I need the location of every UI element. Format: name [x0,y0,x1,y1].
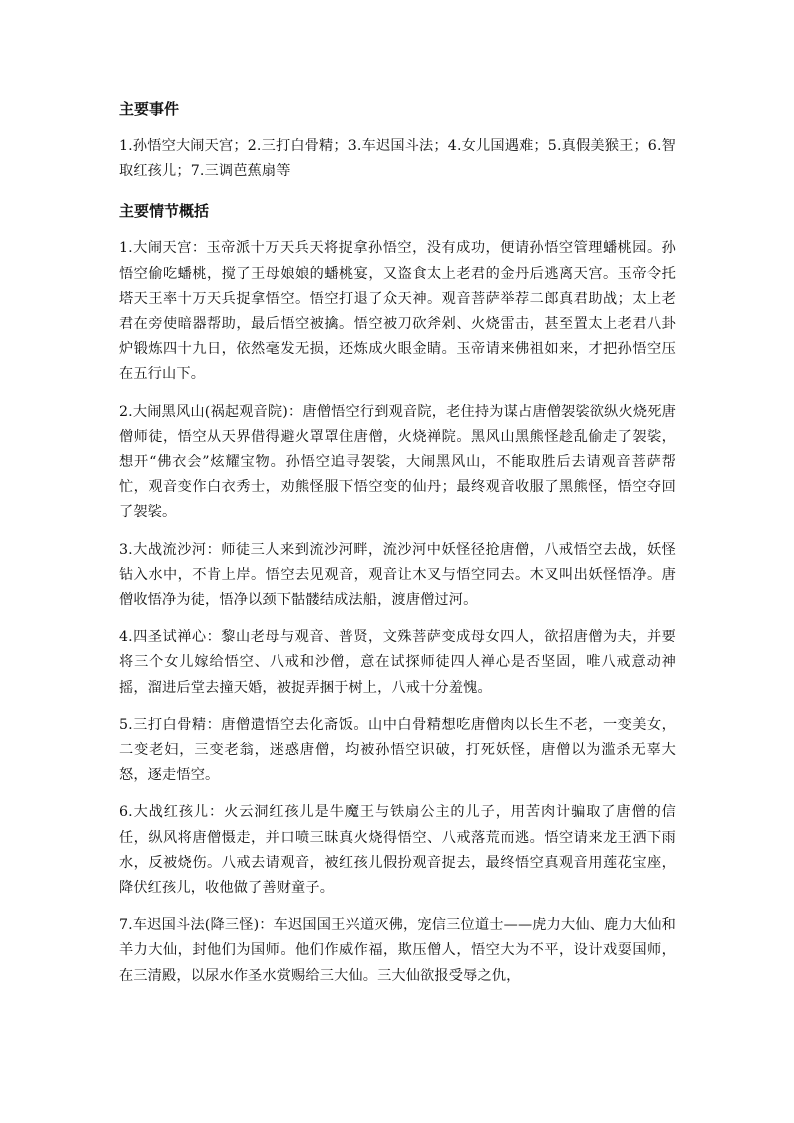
events-paragraph: 1.孙悟空大闹天宫；2.三打白骨精；3.车迟国斗法；4.女儿国遇难；5.真假美猴王；6.智取红孩儿；7.三调芭蕉扇等 [119,138,676,180]
plot-paragraph-3: 3.大战流沙河：师徒三人来到流沙河畔，流沙河中妖怪径抢唐僧，八戒悟空去战，妖怪钻入水中，不肯上岸。悟空去见观音，观音让木叉与悟空同去。木叉叫出妖怪悟净。唐僧收悟净为徒，悟净以颈下骷髅结成法船，渡唐僧过河。 [119,541,676,609]
plot-paragraph-7: 7.车迟国斗法(降三怪)：车迟国国王兴道灭佛，宠信三位道士——虎力大仙、鹿力大仙和羊力大仙，封他们为国师。他们作威作福，欺压僧人，悟空大为不平，设计戏耍国师，在三清殿，以尿水作圣水赏赐给三大仙。三大仙欲报受辱之仇， [119,917,676,984]
plot-paragraph-2: 2.大闹黑风山(祸起观音院)：唐僧悟空行到观音院，老住持为谋占唐僧袈裟欲纵火烧死唐僧师徒，悟空从天界借得避火罩罩住唐僧，火烧禅院。黑风山黑熊怪趁乱偷走了袈裟，想开“佛衣会”炫耀宝物。孙悟空追寻袈裟，大闹黑风山，不能取胜后去请观音菩萨帮忙，观音变作白衣秀士，劝熊怪服下悟空变的仙丹；最终观音收服了黑熊怪，悟空夺回了袈裟。 [119,403,676,521]
plot-paragraph-4: 4.四圣试禅心：黎山老母与观音、普贤，文殊菩萨变成母女四人，欲招唐僧为夫，并要将三个女儿嫁给悟空、八戒和沙僧，意在试探师徒四人禅心是否坚固，唯八戒意动神摇，溜进后堂去撞天婚，被捉弄捆于树上，八戒十分羞愧。 [119,629,676,696]
plot-paragraph-1: 1.大闹天宫：玉帝派十万天兵天将捉拿孙悟空，没有成功，便请孙悟空管理蟠桃园。孙悟空偷吃蟠桃，搅了王母娘娘的蟠桃宴，又盗食太上老君的金丹后逃离天宫。玉帝令托塔天王率十万天兵捉拿悟空。悟空打退了众天神。观音菩萨举荐二郎真君助战；太上老君在旁使暗器帮助，最后悟空被擒。悟空被刀砍斧剁、火烧雷击，甚至置太上老君八卦炉锻炼四十九日，依然毫发无损，还炼成火眼金睛。玉帝请来佛祖如来，才把孙悟空压在五行山下。 [119,240,676,383]
events-heading: 主要事件 [119,100,180,118]
plot-paragraph-5: 5.三打白骨精：唐僧遣悟空去化斋饭。山中白骨精想吃唐僧肉以长生不老，一变美女，二变老妇，三变老翁，迷惑唐僧，均被孙悟空识破，打死妖怪，唐僧以为滥杀无辜大怒，逐走悟空。 [119,716,676,784]
plot-heading: 主要情节概括 [119,202,210,221]
plot-paragraph-6: 6.大战红孩儿：火云洞红孩儿是牛魔王与铁扇公主的儿子，用苦肉计骗取了唐僧的信任，纵风将唐僧慑走，并口喷三昧真火烧得悟空、八戒落荒而逃。悟空请来龙王洒下雨水，反被烧伤。八戒去请观音，被红孩儿假扮观音捉去，最终悟空真观音用莲花宝座，降伏红孩儿，收他做了善财童子。 [119,804,676,897]
